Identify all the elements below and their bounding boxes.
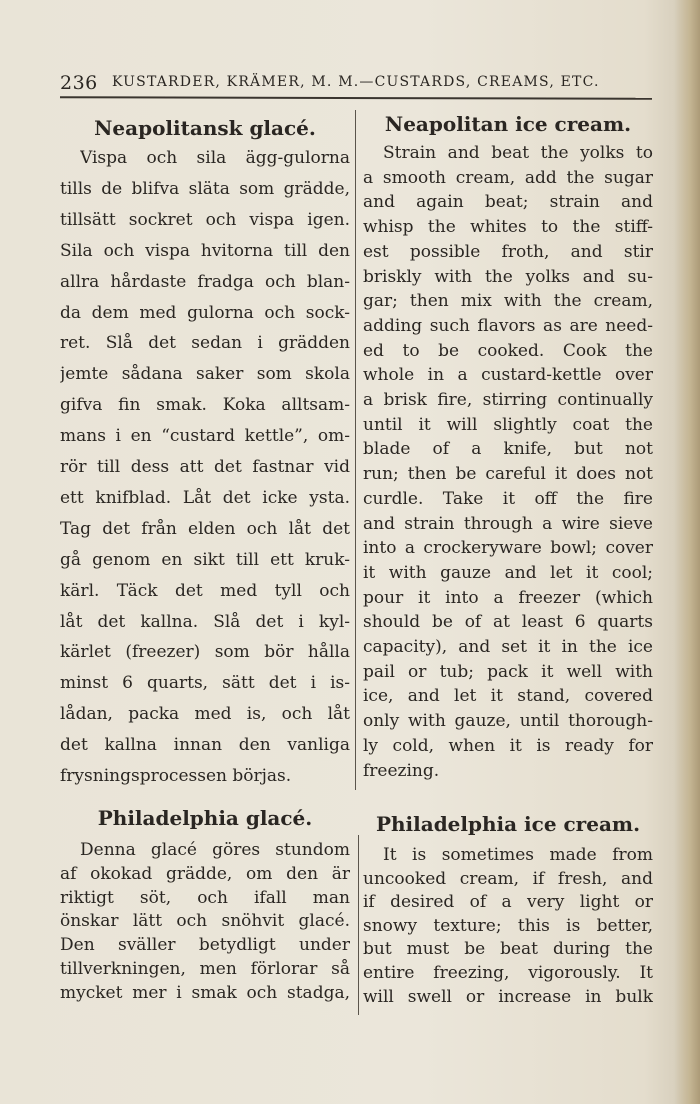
section-heading: Neapolitan ice cream.: [384, 112, 632, 136]
text-line: and again beat; strain and: [363, 192, 653, 213]
text-line: ly cold, when it is ready for: [363, 735, 653, 756]
text-line: and strain through a wire sieve: [363, 513, 653, 534]
text-line: tillverkningen, men förlorar så: [60, 959, 350, 979]
text-line: blade of a knife, but not: [363, 439, 653, 460]
text-line: da dem med gulorna och sock-: [60, 302, 350, 323]
text-line: it with gauze and let it cool;: [363, 562, 653, 583]
text-line: snowy texture; this is better,: [363, 915, 653, 936]
text-line: frysningsprocessen börjas.: [60, 766, 292, 786]
text-line: run; then be careful it does not: [363, 464, 653, 485]
text-line: entire freezing, vigorously. It: [363, 963, 653, 983]
text-line: whole in a custard-kettle over: [363, 365, 653, 386]
text-line: capacity), and set it in the ice: [363, 637, 653, 657]
text-line: gå genom en sikt till ett kruk-: [60, 549, 350, 570]
text-line: kärlet (freezer) som bör hålla: [60, 642, 350, 663]
column-divider: [358, 835, 359, 1015]
text-line: freezing.: [363, 760, 440, 781]
text-line: should be of at least 6 quarts: [363, 612, 653, 633]
page-number: 236: [60, 72, 98, 94]
text-line: est possible froth, and stir: [363, 241, 653, 262]
text-line: curdle. Take it off the fire: [363, 488, 653, 509]
text-line: Den sväller betydligt under: [60, 935, 350, 956]
text-line: jemte sådana saker som skola: [60, 364, 350, 385]
text-line: tills de blifva släta som grädde,: [60, 178, 350, 199]
text-line: låt det kallna. Slå det i kyl-: [60, 611, 350, 632]
text-line: if desired of a very light or: [363, 892, 653, 913]
section-heading: Neapolitansk glacé.: [94, 116, 316, 140]
column-divider: [355, 110, 356, 790]
english-column: [363, 0, 653, 1104]
page-edge-shadow: [674, 0, 700, 1104]
text-line: allra hårdaste fradga och blan-: [60, 271, 350, 292]
text-line: briskly with the yolks and su-: [363, 266, 653, 287]
section-heading: Philadelphia ice cream.: [375, 812, 641, 836]
text-line: tillsätt sockret och vispa igen.: [60, 209, 350, 230]
text-line: will swell or increase in bulk: [363, 986, 653, 1007]
text-line: a smooth cream, add the sugar: [363, 167, 653, 188]
text-line: kärl. Täck det med tyll och: [60, 580, 350, 601]
text-line: into a crockeryware bowl; cover: [363, 538, 653, 559]
text-line: lådan, packa med is, och låt: [60, 704, 350, 725]
text-line: Strain and beat the yolks to: [383, 143, 653, 163]
text-line: gifva fin smak. Koka alltsam-: [60, 395, 350, 416]
text-line: Sila och vispa hvitorna till den: [60, 240, 350, 261]
section-heading: Philadelphia glacé.: [97, 806, 313, 830]
text-line: pour it into a freezer (which: [363, 587, 653, 608]
text-line: but must be beat during the: [363, 939, 653, 960]
text-line: It is sometimes made from: [383, 845, 653, 865]
text-line: Vispa och sila ägg-gulorna: [80, 148, 350, 168]
text-line: gar; then mix with the cream,: [363, 291, 653, 312]
text-line: ice, and let it stand, covered: [363, 686, 653, 707]
text-line: pail or tub; pack it well with: [363, 661, 653, 682]
text-line: Denna glacé göres stundom: [80, 840, 350, 860]
swedish-column: [60, 0, 350, 1104]
text-line: ed to be cooked. Cook the: [363, 340, 653, 361]
text-line: riktigt söt, och ifall man: [60, 887, 350, 908]
text-line: ret. Slå det sedan i grädden: [60, 333, 350, 354]
text-line: whisp the whites to the stiff-: [363, 217, 653, 238]
text-line: rör till dess att det fastnar vid: [60, 457, 350, 477]
text-line: af okokad grädde, om den är: [60, 863, 350, 884]
text-line: ett knifblad. Låt det icke ysta.: [60, 487, 350, 508]
text-line: adding such flavors as are need-: [363, 315, 653, 336]
text-line: uncooked cream, if fresh, and: [363, 868, 653, 889]
text-line: minst 6 quarts, sätt det i is-: [60, 673, 350, 694]
running-head-title: KUSTARDER, KRÄMER, M. M.—CUSTARDS, CREAMS, ETC.: [112, 74, 600, 90]
text-line: Tag det från elden och låt det: [60, 518, 350, 539]
text-line: a brisk fire, stirring continually: [363, 390, 653, 410]
text-line: det kallna innan den vanliga: [60, 735, 350, 756]
text-line: mans i en “custard kettle”, om-: [60, 426, 350, 447]
text-line: önskar lätt och snöhvit glacé.: [60, 911, 350, 932]
text-line: until it will slightly coat the: [363, 414, 653, 435]
text-line: only with gauze, until thorough-: [363, 711, 653, 732]
text-line: mycket mer i smak och stadga,: [60, 982, 350, 1003]
